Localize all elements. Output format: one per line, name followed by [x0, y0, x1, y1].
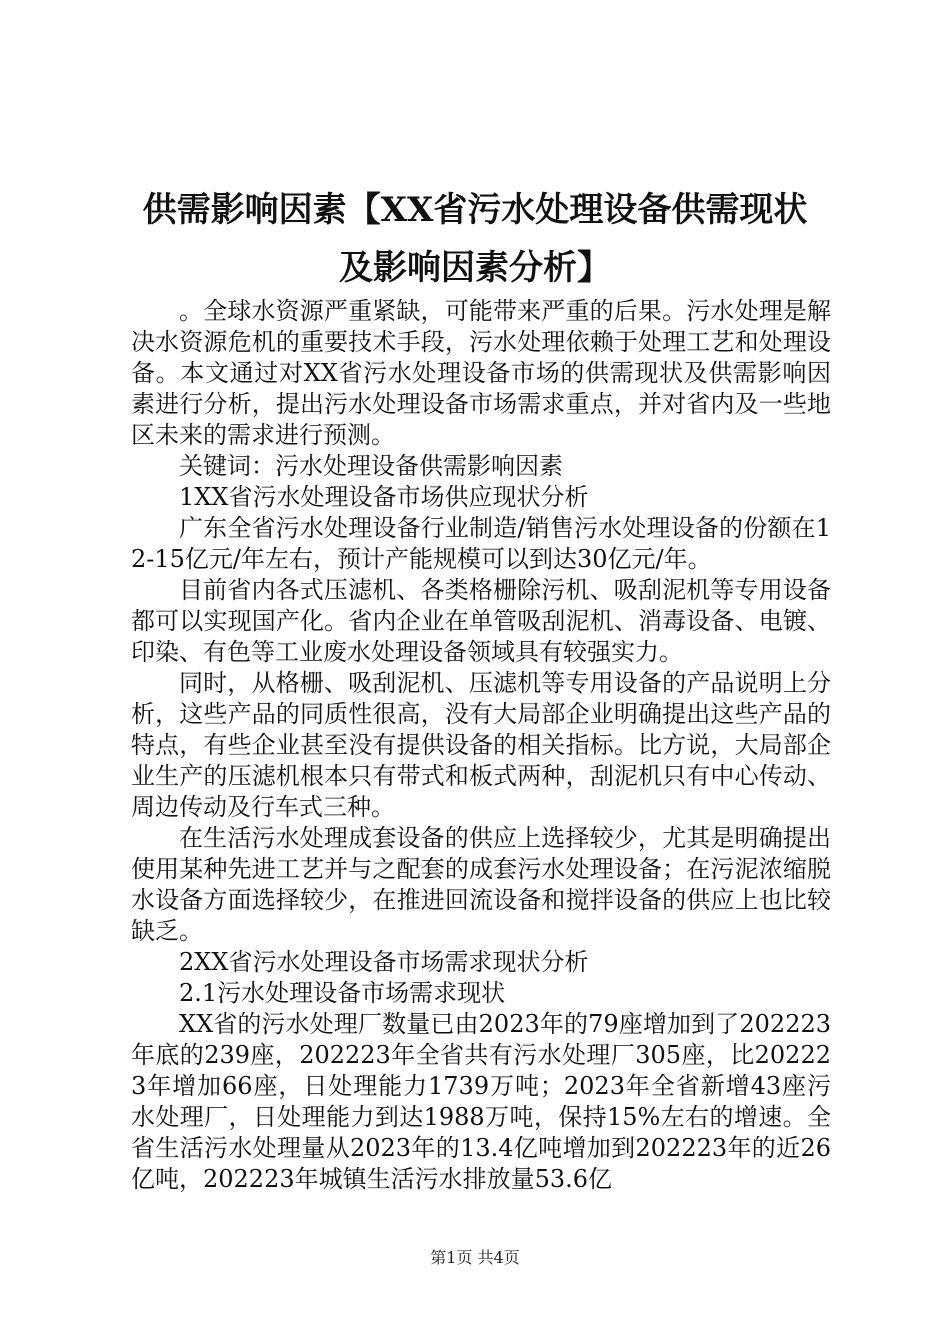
subsection-heading-2-1: 2.1污水处理设备市场需求现状 — [179, 979, 506, 1007]
paragraph: 广东全省污水处理设备行业制造/销售污水处理设备的份额在12-15亿元/年左右，预计产能规模可以到达30亿元/年。 — [131, 514, 831, 573]
paragraph: XX省的污水处理厂数量已由2023年的79座增加到了202223年底的239座，202223年全省共有污水处理厂305座，比202223年增加66座，日处理能力1739万吨；2023年全省新增43座污水处理厂，日处理能力到达1988万吨，保持15%左右的增速。全省生活污水处理量从2023年的13.4亿吨增加到202223年的近26亿吨，202223年城镇生活污水排放量53.6亿 — [131, 1010, 831, 1193]
page-footer: 第1页 共4页 — [430, 1248, 520, 1267]
paragraph-keywords: 关键词：污水处理设备供需影响因素 — [179, 452, 563, 480]
section-heading-2: 2XX省污水处理设备市场需求现状分析 — [179, 948, 589, 976]
document-title-line-1: 供需影响因素【XX省污水处理设备供需现状 — [142, 190, 808, 230]
document-title-line-2: 及影响因素分析】 — [339, 248, 611, 288]
document-body — [131, 296, 831, 1195]
paragraph: 在生活污水处理成套设备的供应上选择较少，尤其是明确提出使用某种先进工艺并与之配套的成套污水处理设备；在污泥浓缩脱水设备方面选择较少，在推进回流设备和搅拌设备的供应上也比较缺乏。 — [131, 824, 831, 945]
paragraph: 同时，从格栅、吸刮泥机、压滤机等专用设备的产品说明上分析，这些产品的同质性很高，没有大局部企业明确提出这些产品的特点，有些企业甚至没有提供设备的相关指标。比方说，大局部企业生产的压滤机根本只有带式和板式两种，刮泥机只有中心传动、周边传动及行车式三种。 — [131, 669, 831, 821]
paragraph: 目前省内各式压滤机、各类格栅除污机、吸刮泥机等专用设备都可以实现国产化。省内企业在单管吸刮泥机、消毒设备、电镀、印染、有色等工业废水处理设备领域具有较强实力。 — [131, 576, 831, 666]
paragraph-abstract: 。全球水资源严重紧缺，可能带来严重的后果。污水处理是解决水资源危机的重要技术手段，污水处理依赖于处理工艺和处理设备。本文通过对XX省污水处理设备市场的供需现状及供需影响因素进行分析，提出污水处理设备市场需求重点，并对省内及一些地区未来的需求进行预测。 — [131, 297, 831, 449]
section-heading-1: 1XX省污水处理设备市场供应现状分析 — [179, 483, 589, 511]
